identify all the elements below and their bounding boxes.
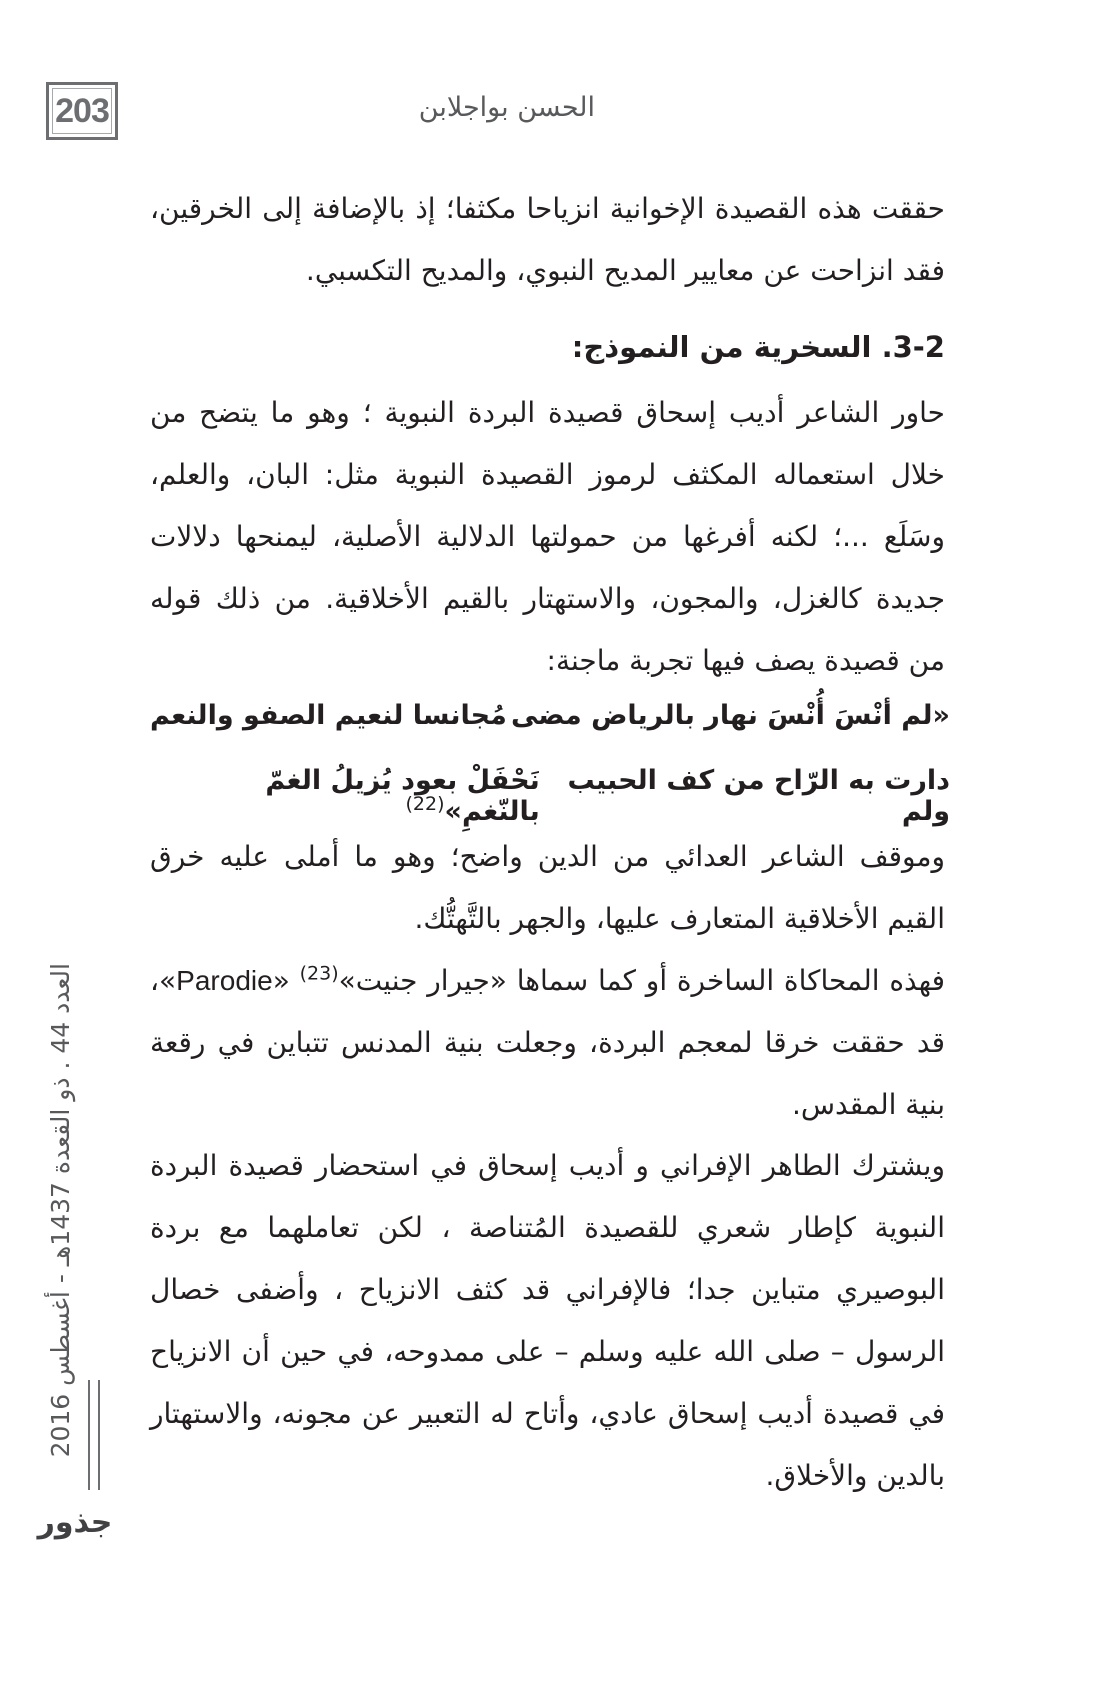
verse-2-first-hemistich: دارت به الرّاح من كف الحبيب ولم [567,765,950,827]
footnote-ref-23: (23) [299,962,339,985]
paragraph-4-part-a: فهذه المحاكاة الساخرة أو كما سماها «جيرار جنيت» [338,964,946,997]
footnote-ref-22: (22) [405,793,445,815]
paragraph-1 [150,178,945,302]
paragraph-4 [150,950,945,1136]
paragraph-2 [150,382,945,692]
page-number: 203 [55,91,109,130]
running-header-author: الحسن بواجلابن [418,92,595,123]
paragraph-4-text [150,950,945,1136]
verse-line-1 [150,700,950,731]
verse-1-first-hemistich: «لم أنْسَ أُنْسَ نهار بالرياض مضى [511,700,950,731]
verse-line-2 [150,765,950,827]
paragraph-5-text: ويشترك الطاهر الإفراني و أديب إسحاق في استحضار قصيدة البردة النبوية كإطار شعري للقصيدة المُتناصة ، لكن تعاملهما مع بردة البوصيري متباين جدا؛ فالإفراني قد كثف الانزياح ، وأضفى خصال الرسول – صلى الله عليه وسلم – على ممدوحه، في حين أن الانزياح في قصيدة أديب إسحاق عادي، وأتاح له التعبير عن مجونه، والاستهتار بالدين والأخلاق. [150,1149,945,1492]
journal-logo: جذور [37,1504,113,1540]
paragraph-5 [150,1135,945,1507]
paragraph-4-quote-open: « [272,964,290,997]
paragraph-3-text: وموقف الشاعر العدائي من الدين واضح؛ وهو ما أملى عليه خرق القيم الأخلاقية المتعارف عليها، والجهر بالتَّهتُّك. [150,840,945,935]
verse-2-second-text: نَحْفَلْ بعود يُزيلُ الغمّ بالنّغمِ» [265,765,540,827]
page-number-box [46,82,118,140]
paragraph-3 [150,826,945,950]
verse-2-second-hemistich [150,765,540,827]
verse-1-second-hemistich: مُجانسا لنعيم الصفو والنعم [150,700,507,731]
paragraph-2-text: حاور الشاعر أديب إسحاق قصيدة البردة النبوية ؛ وهو ما يتضح من خلال استعماله المكثف لرموز القصيدة النبوية مثل: البان، والعلم، وسَلَع ...؛ لكنه أفرغها من حمولتها الدلالية الأصلية، ليمنحها دلالات جديدة كالغزل، والمجون، والاستهتار بالقيم الأخلاقية. من ذلك قوله من قصيدة يصف فيها تجربة ماجنة: [150,396,945,677]
issue-info-sidebar [38,940,82,1480]
paragraph-4-part-c: »، قد حققت خرقا لمعجم البردة، وجعلت بنية المدنس تتباين في رقعة بنية المقدس. [150,964,945,1121]
section-heading: 3-2. السخرية من النموذج: [571,330,945,364]
sidebar-divider-bars [88,1380,100,1490]
parodie-term: Parodie [176,965,273,996]
issue-info-text: العدد 44 . ذو القعدة 1437هـ - أغسطس 2016 [45,962,75,1458]
paragraph-1-text: حققت هذه القصيدة الإخوانية انزياحا مكثفا؛ إذ بالإضافة إلى الخرقين، فقد انزاحت عن معايير المديح النبوي، والمديح التكسبي. [150,192,945,287]
